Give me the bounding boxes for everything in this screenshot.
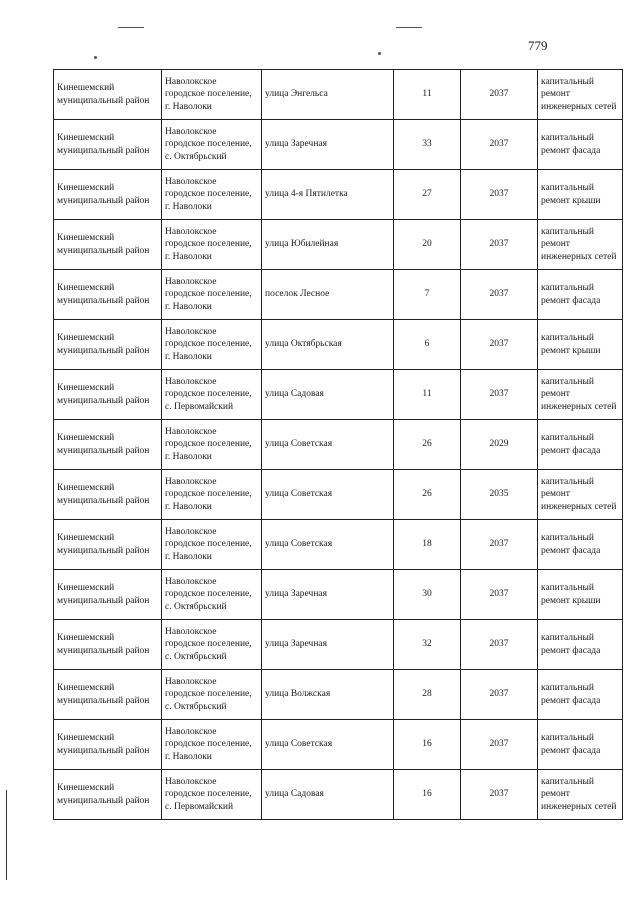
work-type-cell: капитальный ремонт инженерных сетей [538,770,623,820]
street-cell: улица Советская [262,720,394,770]
table-row [54,520,623,570]
table-row [54,270,623,320]
scan-edge-line [6,790,7,880]
street-cell: улица Заречная [262,120,394,170]
table-row [54,120,623,170]
settlement-cell: Наволокское городское поселение, г. Наволоки [162,70,262,120]
work-type-cell: капитальный ремонт фасада [538,120,623,170]
work-type-cell: капитальный ремонт крыши [538,320,623,370]
district-cell: Кинешемский муниципальный район [54,720,162,770]
house-number-cell: 11 [394,370,461,420]
house-number-cell: 7 [394,270,461,320]
table-body [54,70,623,820]
street-cell: улица Садовая [262,770,394,820]
year-cell: 2037 [461,220,538,270]
settlement-cell: Наволокское городское поселение, с. Первомайский [162,770,262,820]
scan-mark-top-1 [118,27,144,28]
street-cell: улица Волжская [262,670,394,720]
house-number-cell: 26 [394,470,461,520]
table-row [54,370,623,420]
street-cell: улица Садовая [262,370,394,420]
district-cell: Кинешемский муниципальный район [54,270,162,320]
settlement-cell: Наволокское городское поселение, г. Наволоки [162,720,262,770]
house-number-cell: 30 [394,570,461,620]
house-number-cell: 28 [394,670,461,720]
settlement-cell: Наволокское городское поселение, г. Наволоки [162,170,262,220]
settlement-cell: Наволокское городское поселение, г. Наволоки [162,270,262,320]
work-type-cell: капитальный ремонт инженерных сетей [538,70,623,120]
work-type-cell: капитальный ремонт фасада [538,270,623,320]
table-row [54,670,623,720]
street-cell: улица Советская [262,520,394,570]
scan-mark-dot-2 [378,52,381,55]
street-cell: улица Октябрьская [262,320,394,370]
street-cell: улица Советская [262,470,394,520]
year-cell: 2029 [461,420,538,470]
year-cell: 2037 [461,120,538,170]
work-type-cell: капитальный ремонт инженерных сетей [538,370,623,420]
house-number-cell: 27 [394,170,461,220]
settlement-cell: Наволокское городское поселение, с. Октябрьский [162,670,262,720]
year-cell: 2035 [461,470,538,520]
table-row [54,70,623,120]
settlement-cell: Наволокское городское поселение, г. Наволоки [162,420,262,470]
house-number-cell: 32 [394,620,461,670]
street-cell: улица Энгельса [262,70,394,120]
table-row [54,770,623,820]
settlement-cell: Наволокское городское поселение, г. Наволоки [162,470,262,520]
street-cell: улица Заречная [262,620,394,670]
work-type-cell: капитальный ремонт инженерных сетей [538,220,623,270]
year-cell: 2037 [461,370,538,420]
table-row [54,170,623,220]
year-cell: 2037 [461,320,538,370]
work-type-cell: капитальный ремонт крыши [538,170,623,220]
year-cell: 2037 [461,170,538,220]
district-cell: Кинешемский муниципальный район [54,370,162,420]
district-cell: Кинешемский муниципальный район [54,220,162,270]
table-row [54,220,623,270]
settlement-cell: Наволокское городское поселение, с. Октябрьский [162,570,262,620]
district-cell: Кинешемский муниципальный район [54,170,162,220]
district-cell: Кинешемский муниципальный район [54,420,162,470]
house-number-cell: 11 [394,70,461,120]
street-cell: улица Заречная [262,570,394,620]
work-type-cell: капитальный ремонт крыши [538,570,623,620]
district-cell: Кинешемский муниципальный район [54,120,162,170]
scan-mark-top-2 [396,27,422,28]
year-cell: 2037 [461,520,538,570]
scan-mark-dot-1 [94,56,97,59]
year-cell: 2037 [461,70,538,120]
year-cell: 2037 [461,720,538,770]
repair-schedule-table [53,69,623,820]
settlement-cell: Наволокское городское поселение, с. Октябрьский [162,620,262,670]
house-number-cell: 33 [394,120,461,170]
house-number-cell: 18 [394,520,461,570]
settlement-cell: Наволокское городское поселение, г. Наволоки [162,320,262,370]
year-cell: 2037 [461,620,538,670]
work-type-cell: капитальный ремонт фасада [538,520,623,570]
work-type-cell: капитальный ремонт фасада [538,670,623,720]
district-cell: Кинешемский муниципальный район [54,670,162,720]
work-type-cell: капитальный ремонт инженерных сетей [538,470,623,520]
district-cell: Кинешемский муниципальный район [54,570,162,620]
settlement-cell: Наволокское городское поселение, с. Октябрьский [162,120,262,170]
settlement-cell: Наволокское городское поселение, г. Наволоки [162,220,262,270]
house-number-cell: 20 [394,220,461,270]
work-type-cell: капитальный ремонт фасада [538,620,623,670]
district-cell: Кинешемский муниципальный район [54,520,162,570]
table-row [54,720,623,770]
table-row [54,320,623,370]
settlement-cell: Наволокское городское поселение, г. Наволоки [162,520,262,570]
page-number: 779 [528,38,548,53]
street-cell: поселок Лесное [262,270,394,320]
year-cell: 2037 [461,770,538,820]
work-type-cell: капитальный ремонт фасада [538,720,623,770]
year-cell: 2037 [461,270,538,320]
house-number-cell: 26 [394,420,461,470]
district-cell: Кинешемский муниципальный район [54,70,162,120]
work-type-cell: капитальный ремонт фасада [538,420,623,470]
street-cell: улица Советская [262,420,394,470]
table-row [54,570,623,620]
house-number-cell: 16 [394,720,461,770]
table-row [54,470,623,520]
district-cell: Кинешемский муниципальный район [54,320,162,370]
year-cell: 2037 [461,670,538,720]
year-cell: 2037 [461,570,538,620]
table-row [54,620,623,670]
settlement-cell: Наволокское городское поселение, с. Первомайский [162,370,262,420]
district-cell: Кинешемский муниципальный район [54,470,162,520]
district-cell: Кинешемский муниципальный район [54,620,162,670]
street-cell: улица Юбилейная [262,220,394,270]
table-row [54,420,623,470]
house-number-cell: 16 [394,770,461,820]
district-cell: Кинешемский муниципальный район [54,770,162,820]
street-cell: улица 4-я Пятилетка [262,170,394,220]
house-number-cell: 6 [394,320,461,370]
